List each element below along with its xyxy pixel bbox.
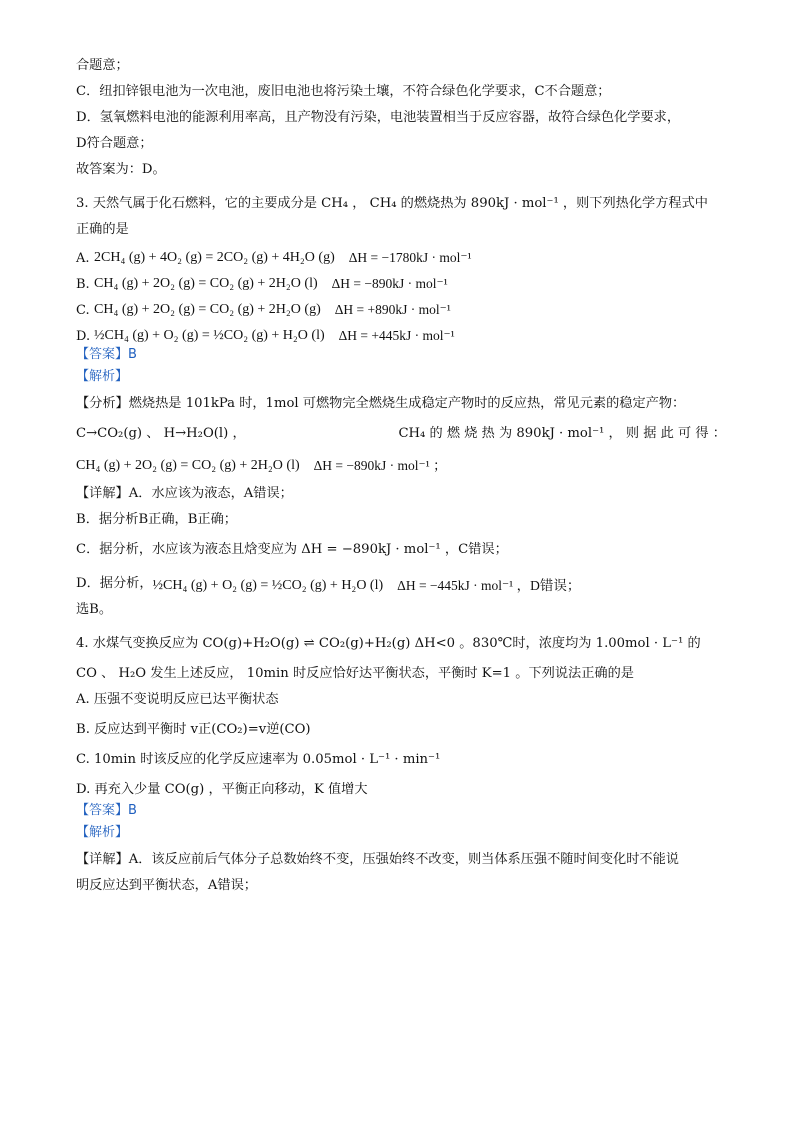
text-line: C．纽扣锌银电池为一次电池，废旧电池也将污染土壤，不符合绿色化学要求，C不合题意； xyxy=(76,84,611,99)
detail-prefix: D．据分析， xyxy=(76,576,153,591)
equation: CH₄ (g) + 2O₂ (g) = CO₂ (g) + 2H₂O (l) xyxy=(94,276,318,291)
option-label: B. xyxy=(76,277,90,292)
text-line: D符合题意； xyxy=(76,136,153,151)
question-3-stem: 3. 天然气属于化石燃料，它的主要成分是 CH₄ ， CH₄ 的燃烧热为 890kJ · mol⁻¹ ，则下列热化学方程式中 xyxy=(76,196,708,211)
detail-text: 【详解】A．水应该为液态，A错误； xyxy=(76,486,293,501)
detail-text: 【详解】A．该反应前后气体分子总数始终不变，压强始终不改变，则当体系压强不随时间变化时不能说 xyxy=(76,852,679,867)
equation: CH₄ (g) + 2O₂ (g) = CO₂ (g) + 2H₂O (g) xyxy=(94,302,321,317)
enthalpy: ΔH = +445kJ · mol⁻¹ xyxy=(338,328,455,343)
analysis-tag: 【解析】 xyxy=(76,369,129,384)
enthalpy: ΔH = +890kJ · mol⁻¹ xyxy=(334,302,451,317)
option-a: A. 压强不变说明反应已达平衡状态 xyxy=(76,692,279,707)
analysis-part: C→CO₂(g) 、 H→H₂O(l) ， xyxy=(76,426,246,441)
option-label: C. xyxy=(76,303,90,318)
answer-tag: 【答案】B xyxy=(76,803,137,818)
detail-text: 选B。 xyxy=(76,602,113,617)
option-label: A. xyxy=(76,251,90,266)
enthalpy: ΔH = −890kJ · mol⁻¹ ； xyxy=(313,458,447,473)
analysis-text xyxy=(76,424,726,444)
equation: 2CH₄ (g) + 4O₂ (g) = 2CO₂ (g) + 4H₂O (g) xyxy=(94,250,335,265)
detail-text: 明反应达到平衡状态，A错误； xyxy=(76,878,257,893)
question-4-stem: 4. 水煤气变换反应为 CO(g)+H₂O(g) ⇌ CO₂(g)+H₂(g) ΔH<0 。830℃时，浓度均为 1.00mol · L⁻¹ 的 xyxy=(76,636,701,651)
question-4-stem-cont: CO 、 H₂O 发生上述反应， 10min 时反应恰好达平衡状态，平衡时 K=1 。下列说法正确的是 xyxy=(76,666,634,681)
equation: ½CH₄ (g) + O₂ (g) = ½CO₂ (g) + H₂O (l) xyxy=(94,328,325,343)
option-d xyxy=(76,328,726,344)
analysis-part: CH₄ 的 燃 烧 热 为 890kJ · mol⁻¹ ， 则 据 此 可 得 ： xyxy=(398,426,726,441)
option-c xyxy=(76,302,726,318)
detail-text xyxy=(76,574,726,594)
equation: ½CH₄ (g) + O₂ (g) = ½CO₂ (g) + H₂O (l) xyxy=(152,578,384,593)
text-line: 合题意； xyxy=(76,58,129,73)
text-line: 故答案为：D。 xyxy=(76,162,166,177)
analysis-equation xyxy=(76,454,726,474)
enthalpy: ΔH = −890kJ · mol⁻¹ xyxy=(331,276,448,291)
option-d: D. 再充入少量 CO(g) ，平衡正向移动，K 值增大 xyxy=(76,782,368,797)
text-line: D．氢氧燃料电池的能源利用率高，且产物没有污染，电池装置相当于反应容器，故符合绿色化学要求， xyxy=(76,110,681,125)
answer-tag: 【答案】B xyxy=(76,347,137,362)
equation: CH₄ (g) + 2O₂ (g) = CO₂ (g) + 2H₂O (l) xyxy=(76,458,300,473)
detail-text: B．据分析B正确，B正确； xyxy=(76,512,237,527)
analysis-text: 【分析】燃烧热是 101kPa 时，1mol 可燃物完全燃烧生成稳定产物时的反应热，常见元素的稳定产物： xyxy=(76,396,686,411)
question-3-stem-cont: 正确的是 xyxy=(76,222,129,237)
option-b xyxy=(76,276,726,292)
option-label: D. xyxy=(76,329,91,344)
option-c: C. 10min 时该反应的化学反应速率为 0.05mol · L⁻¹ · min⁻¹ xyxy=(76,752,441,767)
enthalpy: ΔH = −445kJ · mol⁻¹ ，D错误； xyxy=(397,578,581,593)
option-a xyxy=(76,250,726,266)
analysis-tag: 【解析】 xyxy=(76,825,129,840)
document-page xyxy=(76,56,726,896)
option-b: B. 反应达到平衡时 v正(CO₂)=v逆(CO) xyxy=(76,722,311,737)
detail-text: C．据分析，水应该为液态且焓变应为 ΔH = −890kJ · mol⁻¹ ，C错误； xyxy=(76,542,508,557)
enthalpy: ΔH = −1780kJ · mol⁻¹ xyxy=(348,250,472,265)
